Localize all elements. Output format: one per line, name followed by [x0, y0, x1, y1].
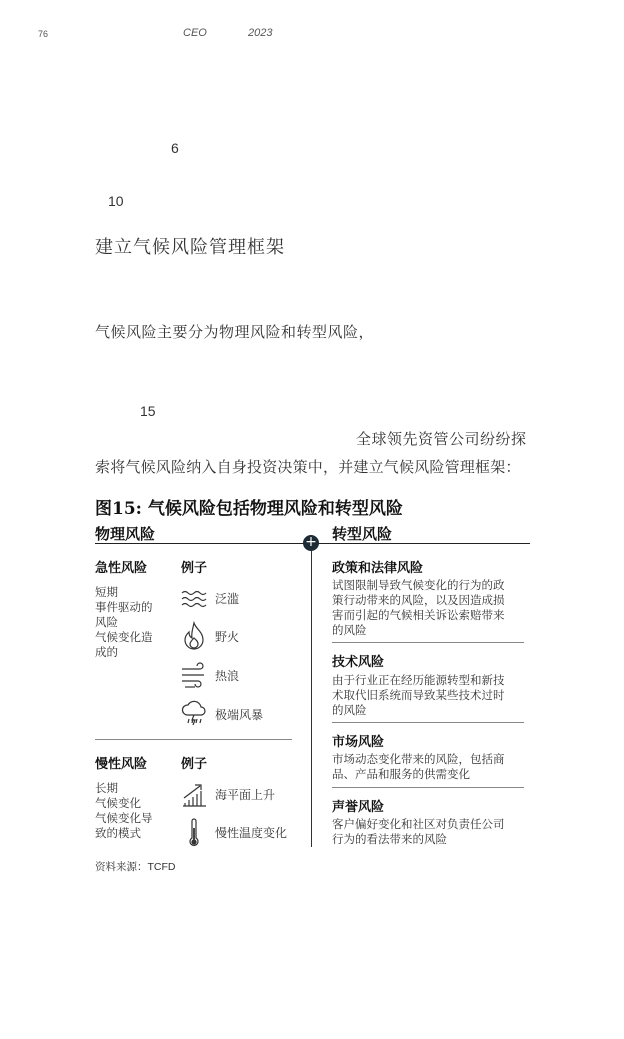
physical-risk-title: 物理风险 — [95, 525, 156, 543]
paragraph-1: 气候风险主要分为物理风险和转型风险， — [95, 323, 375, 341]
chronic-desc — [95, 781, 153, 841]
example-label: 慢性温度变化 — [215, 826, 288, 840]
technology-risk-desc — [332, 673, 505, 718]
example-label: 野火 — [215, 630, 240, 644]
waves-icon — [181, 584, 207, 614]
desc-line: 由于行业正在经历能源转型和新技 — [332, 673, 505, 687]
policy-legal-risk-desc — [332, 578, 505, 638]
paragraph-2-line-1: 全球领先资管公司纷纷探 — [356, 430, 527, 448]
example-label: 泛滥 — [215, 592, 240, 606]
reputation-risk-title: 声誉风险 — [332, 800, 385, 815]
header-year: 2023 — [248, 27, 273, 39]
example-label: 海平面上升 — [215, 788, 276, 802]
figure-source: 资料来源：TCFD — [95, 861, 176, 873]
desc-line: 的风险 — [332, 703, 367, 717]
figure-divider — [311, 551, 312, 847]
acute-desc-line: 事件驱动的 — [95, 600, 153, 614]
chronic-desc-line: 长期 — [95, 781, 118, 795]
acute-desc-line: 风险 — [95, 615, 118, 629]
chronic-examples-label: 例子 — [181, 757, 208, 772]
technology-risk-title: 技术风险 — [332, 655, 385, 670]
desc-line: 市场动态变化带来的风险，包括商 — [332, 752, 505, 766]
policy-legal-risk-title: 政策和法律风险 — [332, 561, 424, 576]
storm-icon — [181, 699, 207, 729]
acute-risk-title: 急性风险 — [95, 561, 148, 576]
acute-desc — [95, 585, 153, 660]
acute-chronic-divider — [95, 739, 292, 740]
transition-risk-title: 转型风险 — [332, 525, 393, 543]
chronic-desc-line: 致的模式 — [95, 826, 141, 840]
desc-line: 的风险 — [332, 623, 367, 637]
acute-desc-line: 成的 — [95, 645, 118, 659]
footnote-number-15: 15 — [140, 403, 156, 419]
header-ceo-label: CEO — [183, 27, 207, 39]
acute-desc-line: 气候变化造 — [95, 630, 153, 644]
reputation-risk-desc — [332, 817, 505, 847]
page-number: 76 — [38, 29, 49, 39]
rising-chart-icon — [181, 780, 207, 810]
chronic-risk-title: 慢性风险 — [95, 757, 148, 772]
footnote-number-6: 6 — [171, 140, 179, 156]
desc-line: 术取代旧系统而导致某些技术过时 — [332, 688, 505, 702]
market-risk-desc — [332, 752, 505, 782]
example-label: 极端风暴 — [215, 708, 264, 722]
transition-divider — [332, 787, 524, 788]
chronic-desc-line: 气候变化导 — [95, 811, 153, 825]
fire-icon — [181, 621, 207, 651]
plus-icon: + — [303, 535, 319, 551]
example-label: 热浪 — [215, 669, 240, 683]
market-risk-title: 市场风险 — [332, 735, 385, 750]
desc-line: 客户偏好变化和社区对负责任公司 — [332, 817, 505, 831]
desc-line: 品、产品和服务的供需变化 — [332, 767, 470, 781]
transition-divider — [332, 642, 524, 643]
thermometer-icon — [181, 818, 207, 848]
desc-line: 试图限制导致气候变化的行为的政 — [332, 578, 505, 592]
acute-desc-line: 短期 — [95, 585, 118, 599]
acute-examples-label: 例子 — [181, 561, 208, 576]
desc-line: 策行动带来的风险，以及因造成损 — [332, 593, 505, 607]
figure-title: 图15: 气候风险包括物理风险和转型风险 — [95, 499, 403, 519]
footnote-number-10: 10 — [108, 193, 124, 209]
wind-icon — [181, 661, 207, 691]
desc-line: 行为的看法带来的风险 — [332, 832, 447, 846]
paragraph-2-line-2: 索将气候风险纳入自身投资决策中，并建立气候风险管理框架： — [95, 458, 521, 476]
chronic-desc-line: 气候变化 — [95, 796, 141, 810]
transition-divider — [332, 722, 524, 723]
section-heading: 建立气候风险管理框架 — [95, 237, 285, 258]
desc-line: 害而引起的气候相关诉讼索赔带来 — [332, 608, 505, 622]
